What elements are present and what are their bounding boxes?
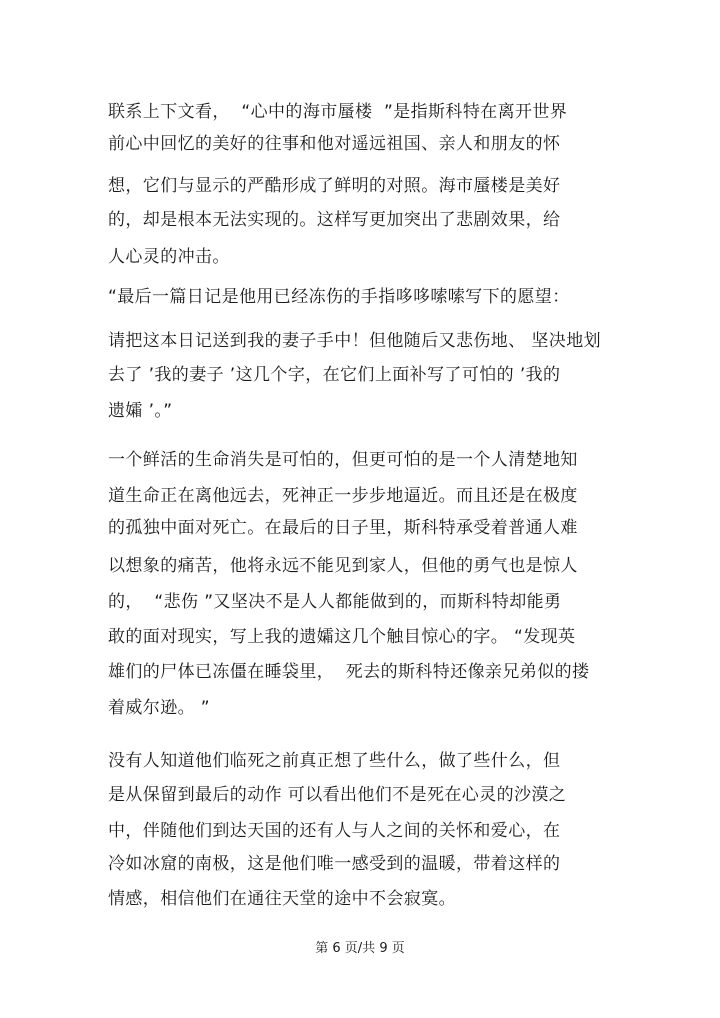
paragraph-1-line-3: 想，它们与显示的严酷形成了鲜明的对照。海市蜃楼是美好 <box>108 176 561 196</box>
paragraph-2-line-1: “最后一篇日记是他用已经冻伤的手指哆哆嗦嗦写下的愿望： <box>108 287 570 307</box>
paragraph-1-line-5: 人心灵的冲击。 <box>108 247 230 267</box>
paragraph-3-line-8: 着威尔逊。 ” <box>108 698 211 718</box>
paragraph-1-line-1: 联系上下文看， “心中的海市蜃楼 ”是指斯科特在离开世界 <box>108 102 568 122</box>
page-number-footer: 第 6 页/共 9 页 <box>315 941 405 956</box>
paragraph-4-line-2: 是从保留到最后的动作 可以看出他们不是死在心灵的沙漠之 <box>108 785 567 805</box>
paragraph-3-line-6: 敢的面对现实，写上我的遗孀这几个触目惊心的字。 “发现英 <box>108 627 576 647</box>
paragraph-3-line-4: 以想象的痛苦，他将永远不能见到家人，但他的勇气也是惊人 <box>108 556 578 576</box>
paragraph-3-line-7: 雄们的尸体已冻僵在睡袋里， 死去的斯科特还像亲兄弟似的搂 <box>108 662 590 682</box>
paragraph-2-line-3: 去了 ’我的妻子 ’这几个字，在它们上面补写了可怕的 ’我的 <box>108 365 561 385</box>
paragraph-2-line-4: 遗孀 ’。” <box>108 401 173 421</box>
paragraph-3-line-2: 道生命正在离他远去，死神正一步步地逼近。而且还是在极度 <box>108 486 578 506</box>
paragraph-3-line-1: 一个鲜活的生命消失是可怕的，但更可怕的是一个人清楚地知 <box>108 450 578 470</box>
paragraph-3-line-5: 的， “悲伤 ”又坚决不是人人都能做到的，而斯科特却能勇 <box>108 592 562 612</box>
paragraph-4-line-5: 情感，相信他们在通往天堂的途中不会寂寞。 <box>108 889 456 909</box>
paragraph-2-line-2: 请把这本日记送到我的妻子手中！但他随后又悲伤地、 坚决地划 <box>108 331 602 351</box>
paragraph-1-line-2: 前心中回忆的美好的往事和他对遥远祖国、亲人和朋友的怀 <box>108 134 561 154</box>
paragraph-1-line-4: 的，却是根本无法实现的。这样写更加突出了悲剧效果，给 <box>108 210 561 230</box>
paragraph-4-line-3: 中，伴随他们到达天国的还有人与人之间的关怀和爱心，在 <box>108 821 561 841</box>
paragraph-3-line-3: 的孤独中面对死亡。在最后的日子里，斯科特承受着普通人难 <box>108 518 578 538</box>
paragraph-4-line-1: 没有人知道他们临死之前真正想了些什么，做了些什么，但 <box>108 751 561 771</box>
paragraph-4-line-4: 冷如冰窟的南极，这是他们唯一感受到的温暖，带着这样的 <box>108 854 561 874</box>
